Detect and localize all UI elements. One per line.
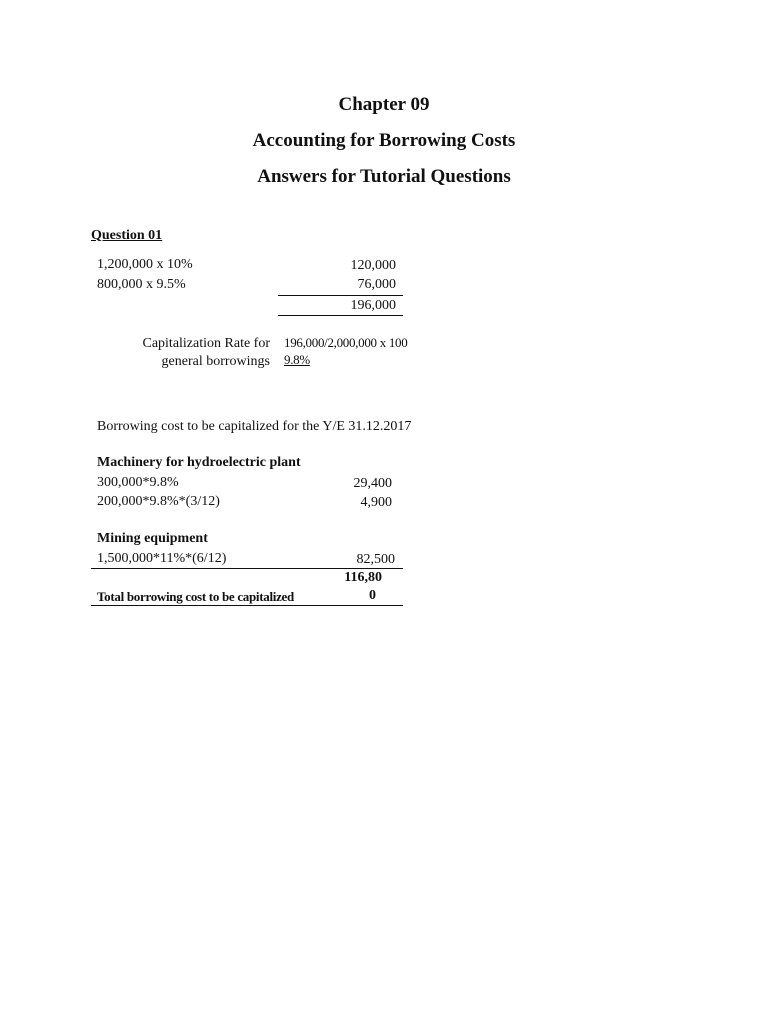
cap-rate-formula: 196,000/2,000,000 x 100 bbox=[284, 335, 408, 350]
borrowing-intro: Borrowing cost to be capitalized for the Y/E 31.12.2017 bbox=[97, 419, 412, 434]
interest-row-label: 800,000 x 9.5% bbox=[97, 277, 186, 292]
chapter-heading: Chapter 09 bbox=[338, 94, 430, 115]
machinery-heading: Machinery for hydroelectric plant bbox=[97, 455, 301, 470]
machinery-row-value: 29,400 bbox=[353, 476, 392, 491]
mining-heading: Mining equipment bbox=[97, 531, 208, 546]
question-heading: Question 01 bbox=[91, 228, 163, 243]
interest-row-label: 1,200,000 x 10% bbox=[97, 257, 193, 272]
cap-rate-label: general borrowings bbox=[161, 354, 270, 369]
cap-rate-label: Capitalization Rate for bbox=[142, 336, 270, 351]
total-borrowing-value: 116,80 bbox=[344, 570, 382, 585]
cap-rate-result: 9.8% bbox=[284, 352, 310, 367]
interest-row-value: 120,000 bbox=[350, 258, 396, 273]
total-rule bbox=[278, 315, 403, 316]
machinery-row-label: 200,000*9.8%*(3/12) bbox=[97, 494, 220, 509]
interest-row-value: 76,000 bbox=[357, 277, 396, 292]
total-rule bbox=[91, 605, 403, 606]
machinery-row-label: 300,000*9.8% bbox=[97, 475, 179, 490]
mining-row-value: 82,500 bbox=[356, 552, 395, 567]
interest-total: 196,000 bbox=[350, 298, 396, 313]
total-borrowing-label: Total borrowing cost to be capitalized bbox=[97, 589, 294, 604]
total-borrowing-value-wrap: 0 bbox=[369, 588, 376, 603]
mining-row-label: 1,500,000*11%*(6/12) bbox=[97, 551, 227, 566]
subtotal-rule bbox=[278, 295, 403, 296]
document-subtitle: Answers for Tutorial Questions bbox=[257, 166, 511, 187]
document-title: Accounting for Borrowing Costs bbox=[252, 130, 516, 151]
subtotal-rule bbox=[91, 568, 403, 569]
machinery-row-value: 4,900 bbox=[360, 495, 392, 510]
